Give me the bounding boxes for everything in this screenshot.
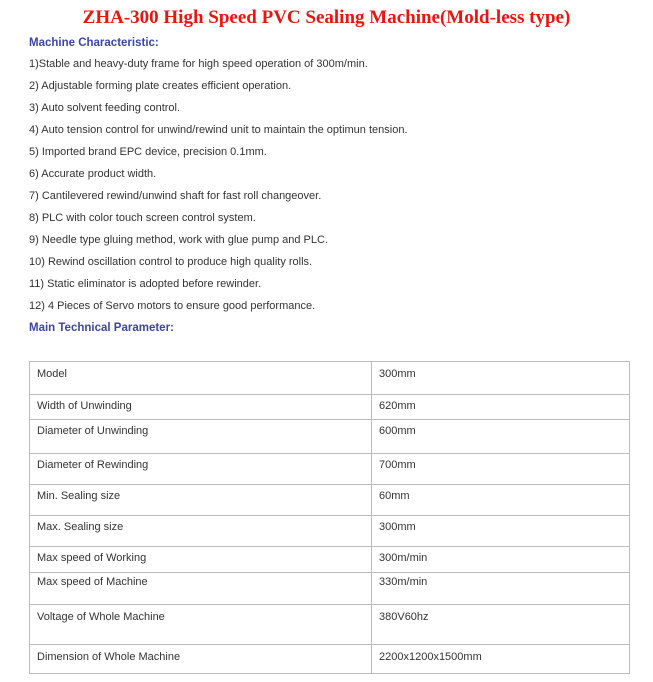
parameter-value: 300mm: [372, 516, 630, 547]
technical-parameter-heading: Main Technical Parameter:: [29, 322, 174, 334]
parameter-name: Voltage of Whole Machine: [30, 605, 372, 645]
parameter-value: 620mm: [372, 395, 630, 420]
parameter-value: 300mm: [372, 362, 630, 395]
feature-item: 12) 4 Pieces of Servo motors to ensure good performance.: [29, 300, 316, 312]
parameter-value: 380V60hz: [372, 605, 630, 645]
feature-item: 7) Cantilevered rewind/unwind shaft for fast roll changeover.: [29, 190, 322, 202]
table-row: [30, 395, 630, 420]
feature-list: [29, 57, 408, 321]
table-row: [30, 485, 630, 516]
parameter-name: Max speed of Working: [30, 547, 372, 573]
feature-item: 2) Adjustable forming plate creates efficient operation.: [29, 80, 292, 92]
table-row: [30, 605, 630, 645]
table-row: [30, 573, 630, 605]
table-row: [30, 645, 630, 674]
parameter-name: Width of Unwinding: [30, 395, 372, 420]
parameter-name: Min. Sealing size: [30, 485, 372, 516]
parameter-value: 2200x1200x1500mm: [372, 645, 630, 674]
table-row: [30, 454, 630, 485]
parameter-value: 600mm: [372, 420, 630, 454]
parameter-value: 700mm: [372, 454, 630, 485]
table-row: [30, 516, 630, 547]
feature-item: 11) Static eliminator is adopted before rewinder.: [29, 278, 262, 290]
technical-parameter-table: [29, 361, 630, 674]
parameter-name: Max speed of Machine: [30, 573, 372, 605]
feature-item: 4) Auto tension control for unwind/rewind unit to maintain the optimun tension.: [29, 124, 408, 136]
feature-item: 5) Imported brand EPC device, precision 0.1mm.: [29, 146, 267, 158]
feature-item: 9) Needle type gluing method, work with glue pump and PLC.: [29, 234, 329, 246]
parameter-name: Dimension of Whole Machine: [30, 645, 372, 674]
parameter-name: Diameter of Rewinding: [30, 454, 372, 485]
table-row: [30, 420, 630, 454]
parameter-name: Diameter of Unwinding: [30, 420, 372, 454]
parameter-name: Max. Sealing size: [30, 516, 372, 547]
feature-item: 3) Auto solvent feeding control.: [29, 102, 181, 114]
table-row: [30, 547, 630, 573]
table-row: [30, 362, 630, 395]
feature-item: 6) Accurate product width.: [29, 168, 157, 180]
machine-characteristic-heading: Machine Characteristic:: [29, 37, 159, 49]
page-title: ZHA-300 High Speed PVC Sealing Machine(Mold-less type): [82, 7, 571, 28]
feature-item: 8) PLC with color touch screen control system.: [29, 212, 256, 224]
feature-item: 1)Stable and heavy-duty frame for high speed operation of 300m/min.: [29, 58, 368, 70]
parameter-value: 60mm: [372, 485, 630, 516]
parameter-value: 300m/min: [372, 547, 630, 573]
parameter-name: Model: [30, 362, 372, 395]
feature-item: 10) Rewind oscillation control to produce high quality rolls.: [29, 256, 313, 268]
parameter-value: 330m/min: [372, 573, 630, 605]
